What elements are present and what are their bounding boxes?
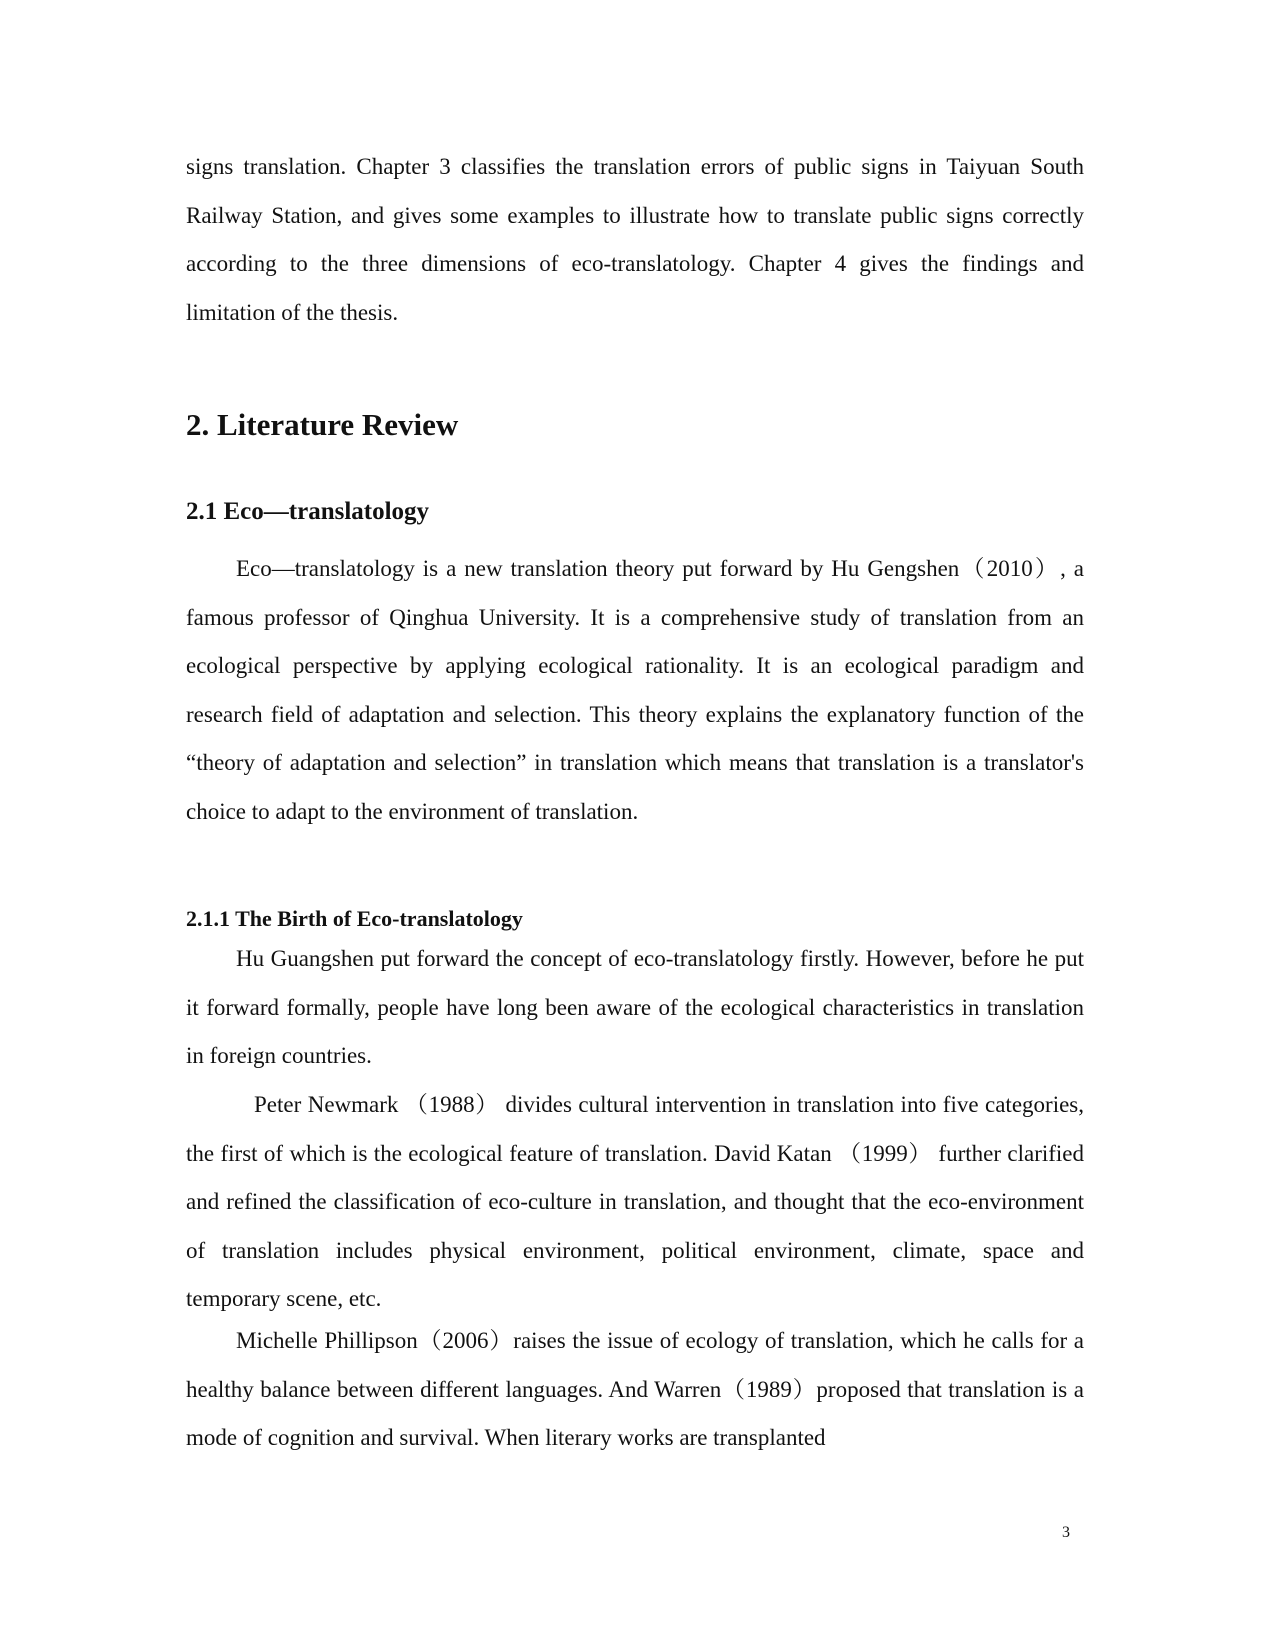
body-paragraph: Peter Newmark （1988） divides cultural intervention in translation into five categories, the first of which is the ecological feature of translation. David Katan （1999） further clarified and refined the classification of eco-culture in translation, and thought that the eco-environment of translation includes physical environment, political environment, climate, space and temporary scene, etc. <box>186 1092 1084 1311</box>
body-paragraph: Hu Guangshen put forward the concept of eco-translatology firstly. However, before he put it forward formally, people have long been aware of the ecological characteristics in translation in foreign countries. <box>186 946 1084 1068</box>
page-number: 3 <box>1062 1524 1070 1541</box>
subsubsection-heading: 2.1.1 The Birth of Eco-translatology <box>186 906 523 931</box>
subsection-body <box>186 545 1084 836</box>
subsubsection-body-3 <box>186 1317 1084 1463</box>
subsubsection-body-2 <box>186 1081 1084 1324</box>
subsection-heading: 2.1 Eco—translatology <box>186 498 430 525</box>
section-heading: 2. Literature Review <box>186 407 459 442</box>
intro-paragraph: signs translation. Chapter 3 classifies the translation errors of public signs in Taiyuan South Railway Station, and gives some examples to illustrate how to translate public signs correctly according to the three dimensions of eco-translatology. Chapter 4 gives the findings and limitation of the thesis. <box>186 154 1084 325</box>
subsubsection-body-1 <box>186 935 1084 1081</box>
body-paragraph: Michelle Phillipson（2006）raises the issue of ecology of translation, which he calls for a healthy balance between different languages. And Warren（1989）proposed that translation is a mode of cognition and survival. When literary works are transplanted <box>186 1328 1084 1450</box>
subsection-paragraph: Eco—translatology is a new translation theory put forward by Hu Gengshen（2010）, a famous professor of Qinghua University. It is a comprehensive study of translation from an ecological perspective by applying ecological rationality. It is an ecological paradigm and research field of adaptation and selection. This theory explains the explanatory function of the “theory of adaptation and selection” in translation which means that translation is a translator's choice to adapt to the environment of translation. <box>186 556 1084 824</box>
intro-block <box>186 143 1084 337</box>
